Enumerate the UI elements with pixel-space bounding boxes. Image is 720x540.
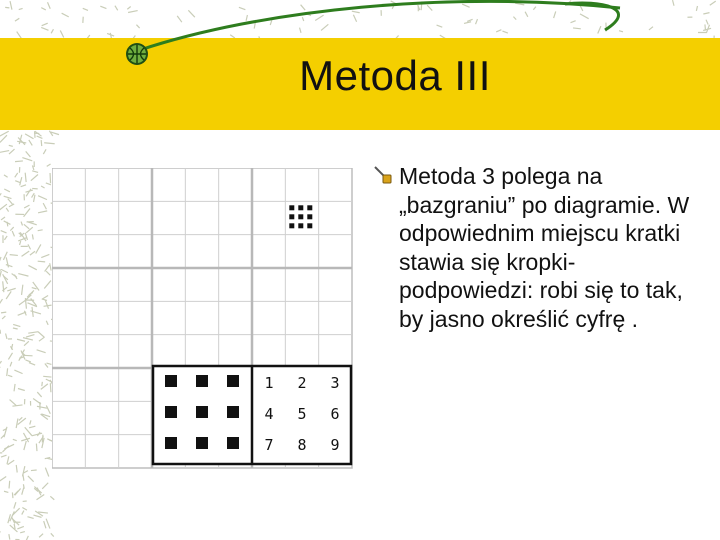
legend-square xyxy=(165,375,177,387)
legend-digit: 4 xyxy=(264,405,274,423)
legend-digit: 8 xyxy=(297,436,307,454)
hint-dot xyxy=(307,223,312,228)
legend-digit: 6 xyxy=(330,405,340,423)
legend-box xyxy=(153,366,351,464)
hint-dot xyxy=(307,214,312,219)
hint-dot xyxy=(307,205,312,210)
legend-digit: 7 xyxy=(264,436,274,454)
legend-square xyxy=(165,406,177,418)
swoosh-arc xyxy=(140,1,620,50)
hint-dots-cell xyxy=(289,205,312,228)
pencil-bullet-icon xyxy=(372,164,394,186)
hint-dot xyxy=(289,205,294,210)
slide-title: Metoda III xyxy=(299,52,491,99)
legend-digit: 1 xyxy=(264,374,274,392)
swoosh-tail xyxy=(565,3,619,30)
hint-dot xyxy=(298,214,303,219)
legend-square xyxy=(227,406,239,418)
legend-square xyxy=(227,375,239,387)
hint-dot xyxy=(298,205,303,210)
legend-digit: 2 xyxy=(297,374,307,392)
legend-square xyxy=(165,437,177,449)
legend-digit: 9 xyxy=(330,436,340,454)
hint-dot xyxy=(289,214,294,219)
legend-square xyxy=(196,437,208,449)
legend-square xyxy=(196,406,208,418)
hint-dot xyxy=(289,223,294,228)
sudoku-diagram xyxy=(52,168,357,473)
legend-square xyxy=(196,375,208,387)
legend-square xyxy=(227,437,239,449)
legend-dots xyxy=(165,375,239,449)
bullet-text: Metoda 3 polega na „bazgraniu” po diagramie. W odpowiednim miejscu kratki stawia się kropki-podpowiedzi: robi się to tak, by jasno określić cyfrę . xyxy=(399,163,690,332)
legend-digit: 3 xyxy=(330,374,340,392)
hint-dot xyxy=(298,223,303,228)
legend-digit: 5 xyxy=(297,405,307,423)
